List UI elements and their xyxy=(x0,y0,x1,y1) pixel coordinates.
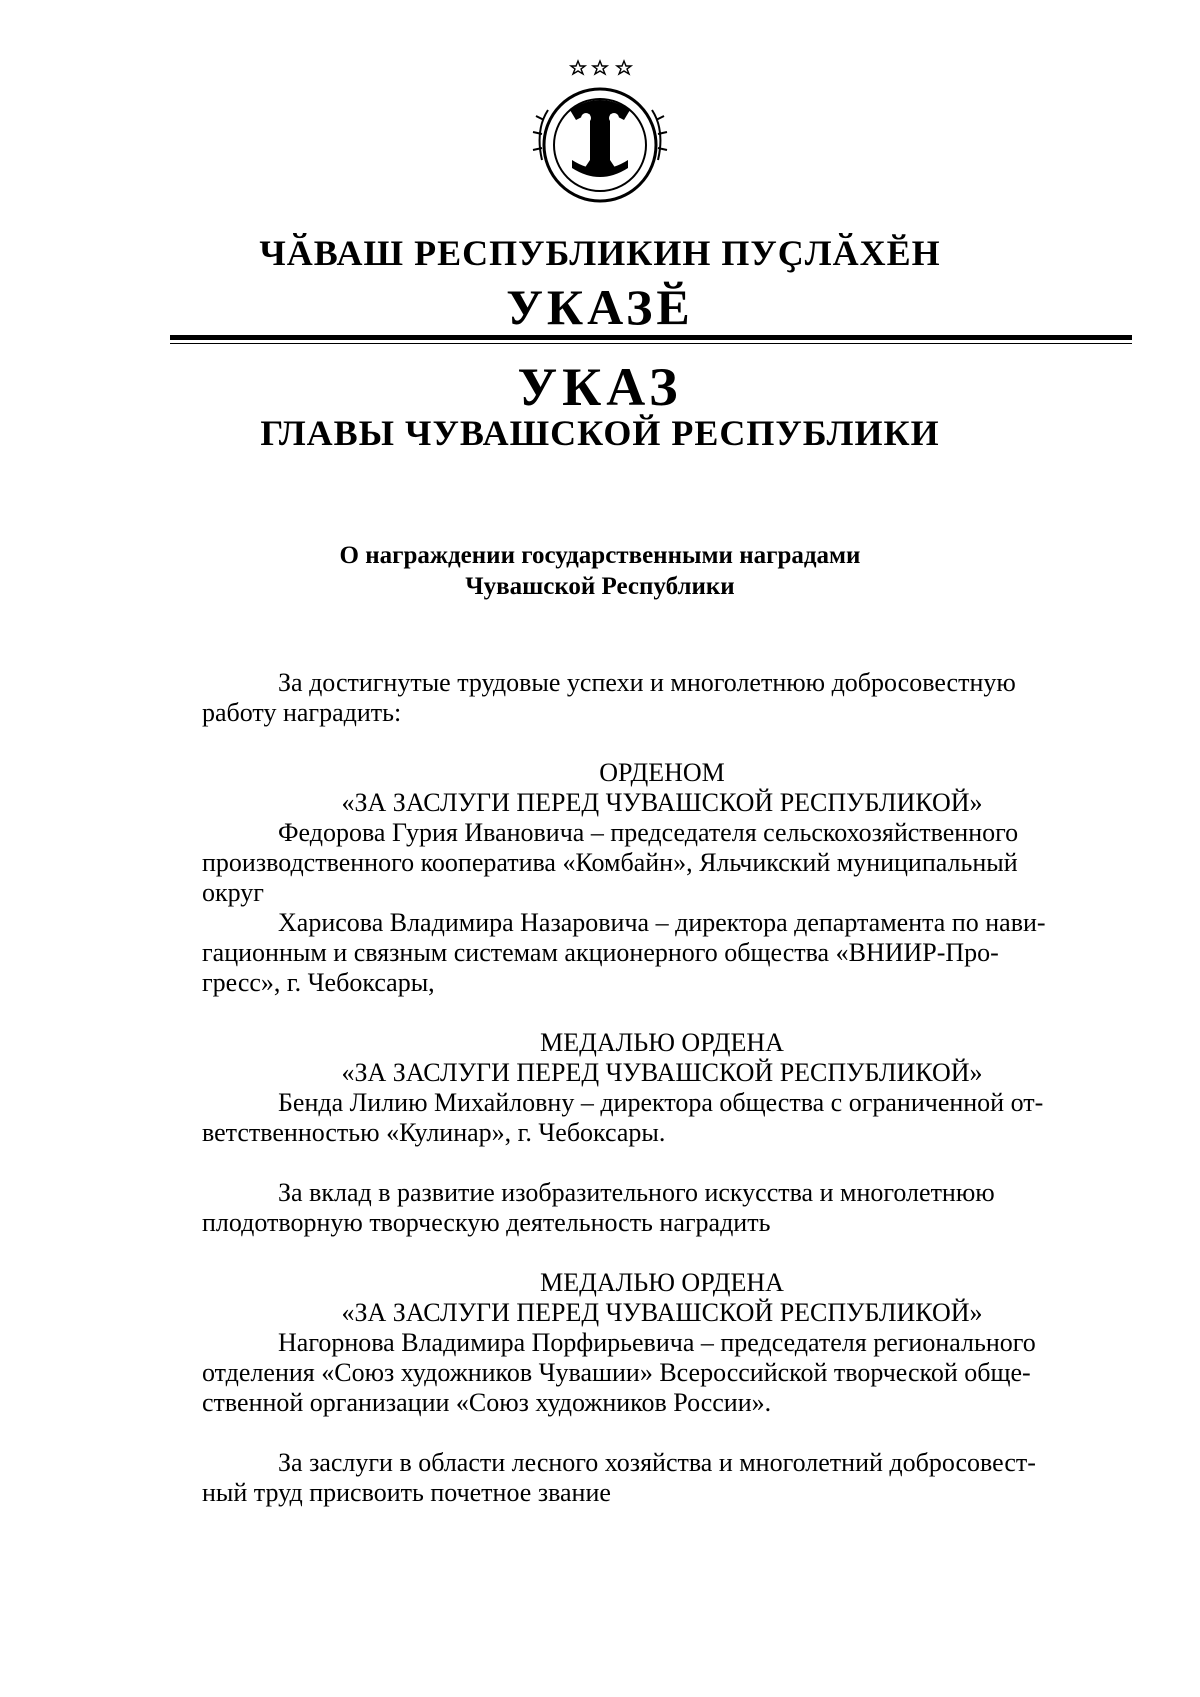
section-intro: ный труд присвоить почетное звание xyxy=(202,1478,611,1507)
award-subtitle: «ЗА ЗАСЛУГИ ПЕРЕД ЧУВАШСКОЙ РЕСПУБЛИКОЙ» xyxy=(341,1298,983,1327)
section-intro: За вклад в развитие изобразительного искусства и многолетнюю xyxy=(278,1178,995,1207)
header-divider-thin xyxy=(170,343,1132,344)
awardee-line: Нагорнова Владимира Порфирьевича – председателя регионального xyxy=(278,1328,1036,1357)
title-line: О награждении государственными наградами xyxy=(339,542,861,569)
section-intro: За заслуги в области лесного хозяйства и многолетний добросовест- xyxy=(278,1448,1036,1477)
award-title: ОРДЕНОМ xyxy=(599,758,725,787)
award-subtitle: «ЗА ЗАСЛУГИ ПЕРЕД ЧУВАШСКОЙ РЕСПУБЛИКОЙ» xyxy=(341,788,983,817)
section-intro: плодотворную творческую деятельность наградить xyxy=(202,1208,771,1237)
title-line: Чувашской Республики xyxy=(465,573,735,600)
awardee-line: ветственностью «Кулинар», г. Чебоксары. xyxy=(202,1118,666,1147)
chuvash-coat-of-arms-icon xyxy=(520,50,680,210)
header-russian-title: ГЛАВЫ ЧУВАШСКОЙ РЕСПУБЛИКИ xyxy=(260,413,940,453)
awardee-line: отделения «Союз художников Чувашии» Всероссийской творческой обще- xyxy=(202,1358,1031,1387)
awardee-line: Харисова Владимира Назаровича – директора департамента по нави- xyxy=(278,908,1046,937)
awardee-line: ственной организации «Союз художников России». xyxy=(202,1388,772,1417)
awardee-line: округ xyxy=(202,878,264,907)
section-intro: За достигнутые трудовые успехи и многолетнюю добросовестную xyxy=(278,668,1016,697)
awardee-line: Бенда Лилию Михайловну – директора общества с ограниченной от- xyxy=(278,1088,1044,1117)
award-subtitle: «ЗА ЗАСЛУГИ ПЕРЕД ЧУВАШСКОЙ РЕСПУБЛИКОЙ» xyxy=(341,1058,983,1087)
awardee-line: производственного кооператива «Комбайн», Яльчикский муниципальный xyxy=(202,848,1018,877)
award-title: МЕДАЛЬЮ ОРДЕНА xyxy=(540,1028,784,1057)
document-title xyxy=(0,540,1200,602)
header-chuvash-decree: УКАЗӖ xyxy=(506,279,694,335)
awardee-line: гационным и связным системам акционерного общества «ВНИИР-Про- xyxy=(202,938,999,967)
header-russian-decree: УКАЗ xyxy=(517,357,683,417)
header-divider-thick xyxy=(170,335,1132,340)
awardee-line: гресс», г. Чебоксары, xyxy=(202,968,435,997)
document-body xyxy=(202,668,1122,1508)
header-chuvash-title: ЧӐВАШ РЕСПУБЛИКИН ПУҪЛӐХӖН xyxy=(259,233,941,273)
awardee-line: Федорова Гурия Ивановича – председателя сельскохозяйственного xyxy=(278,818,1019,847)
award-title: МЕДАЛЬЮ ОРДЕНА xyxy=(540,1268,784,1297)
section-intro: работу наградить: xyxy=(202,698,402,727)
stars-icon xyxy=(571,61,631,74)
